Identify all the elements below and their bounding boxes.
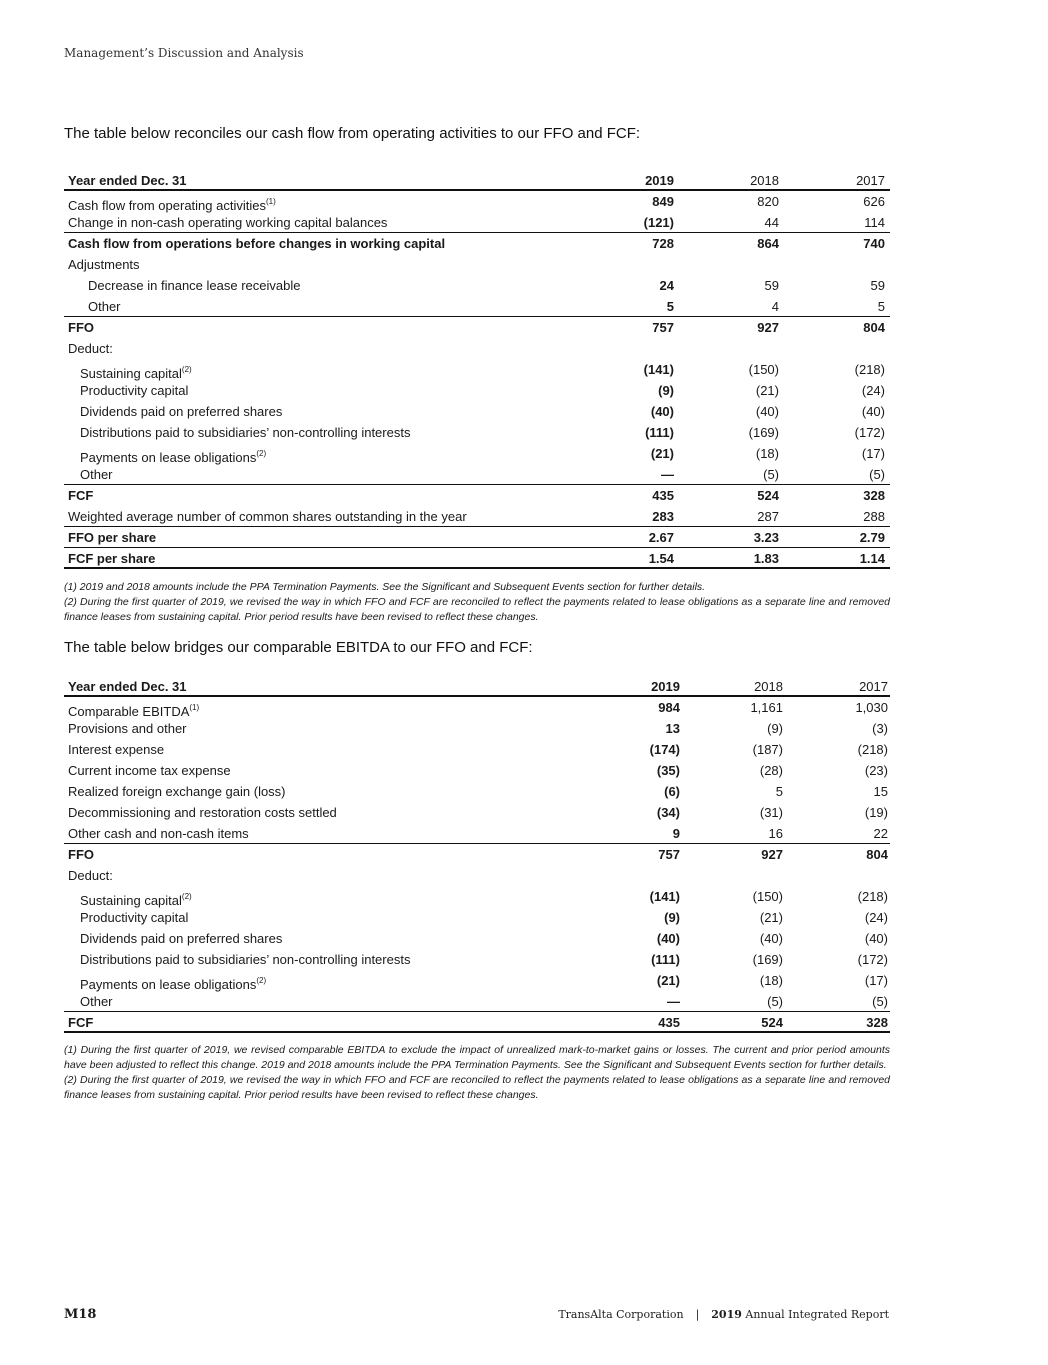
row-value-2019: (40): [650, 404, 674, 419]
row-value-2017: (172): [857, 952, 888, 967]
row-value-2018: (31): [759, 805, 783, 820]
row-label-text: FCF: [68, 1015, 94, 1030]
row-label: [80, 464, 113, 485]
row-value-2017: 288: [863, 509, 885, 524]
row-value-2018: (18): [755, 446, 779, 461]
table-row: [64, 949, 890, 970]
row-value-2018: (28): [759, 763, 783, 778]
column-header-year: 2017: [856, 173, 885, 188]
footer-report-title: [558, 1308, 889, 1321]
table-row: [64, 275, 890, 296]
row-value-2018: 864: [757, 236, 779, 251]
footnote-ref: (2): [256, 976, 267, 985]
row-label-text: Dividends paid on preferred shares: [80, 931, 283, 946]
row-value-2019: (21): [650, 446, 674, 461]
footnote-ref: (1): [189, 703, 200, 712]
column-header-year: 2018: [750, 173, 779, 188]
column-header-year: 2017: [859, 679, 888, 694]
row-value-2018: 1.83: [753, 551, 779, 566]
table-row: [64, 317, 890, 338]
table-row: [64, 443, 890, 464]
row-label-text: Deduct:: [68, 341, 113, 356]
table-row: [64, 991, 890, 1012]
row-value-2019: (111): [645, 425, 674, 440]
row-value-2017: (17): [864, 973, 888, 988]
row-label-text: FFO: [68, 847, 94, 862]
row-label-text: Current income tax expense: [68, 763, 231, 778]
row-label-text: Other: [88, 299, 121, 314]
row-label: [68, 527, 156, 548]
row-label-text: Productivity capital: [80, 910, 189, 925]
footnote-ref: (2): [181, 892, 192, 901]
row-label-text: Distributions paid to subsidiaries’ non-controlling interests: [80, 952, 411, 967]
row-label-text: Change in non-cash operating working capital balances: [68, 215, 388, 230]
row-value-2019: (21): [656, 973, 680, 988]
row-value-2019: 435: [658, 1015, 680, 1030]
row-label-text: FCF: [68, 488, 94, 503]
table-row: [64, 844, 890, 865]
table-row: [64, 527, 890, 548]
page-number: M18: [64, 1307, 97, 1322]
row-label-text: Cash flow from operations before changes in working capital: [68, 236, 446, 251]
row-value-2017: 59: [870, 278, 885, 293]
table-row: [64, 422, 890, 443]
row-label: [68, 781, 286, 802]
table-row: [64, 970, 890, 991]
table-row: [64, 191, 890, 212]
footnote-ref: (2): [181, 365, 192, 374]
row-value-2019: (6): [664, 784, 680, 799]
row-label: [80, 422, 410, 443]
row-label-text: Decommissioning and restoration costs settled: [68, 805, 337, 820]
row-value-2019: (141): [643, 362, 674, 377]
row-value-2018: (21): [755, 383, 779, 398]
row-value-2018: (150): [748, 362, 779, 377]
row-value-2017: (218): [857, 742, 888, 757]
column-header-year: 2019: [651, 679, 680, 694]
row-value-2019: 435: [652, 488, 674, 503]
table-row: [64, 718, 890, 739]
row-label: [88, 275, 300, 296]
row-value-2018: (5): [767, 994, 783, 1009]
row-value-2018: (18): [759, 973, 783, 988]
column-header-year: 2019: [645, 173, 674, 188]
row-value-2018: 5: [775, 784, 783, 799]
row-value-2017: (172): [854, 425, 885, 440]
row-label: [68, 548, 155, 569]
table2-intro: The table below bridges our comparable EBITDA to our FFO and FCF:: [64, 639, 533, 656]
row-label-text: Cash flow from operating activities: [68, 198, 266, 213]
footnote: (1) During the first quarter of 2019, we revised comparable EBITDA to exclude the impact of unrealized mark-to-market gains or losses. The current and prior period amounts have been adjusted to reflect this change. 2019 and 2018 amounts include the PPA Termination Payments. See the Significant and Subsequent Events section for further details.: [64, 1044, 890, 1071]
footer-year: 2019: [711, 1308, 742, 1321]
footer-company: TransAlta Corporation: [558, 1308, 684, 1321]
table1-footnotes: [64, 580, 890, 625]
table-row: [64, 338, 890, 359]
row-label-text: Dividends paid on preferred shares: [80, 404, 283, 419]
table-row: [64, 401, 890, 422]
row-value-2017: 22: [873, 826, 888, 841]
row-value-2019: (121): [643, 215, 674, 230]
row-label-text: Sustaining capital: [80, 366, 182, 381]
table-row: [64, 697, 890, 718]
table-row: [64, 823, 890, 844]
row-value-2017: 1.14: [859, 551, 885, 566]
table-header-row: [64, 676, 890, 697]
row-label-text: Realized foreign exchange gain (loss): [68, 784, 286, 799]
table1-intro: The table below reconciles our cash flow from operating activities to our FFO and FCF:: [64, 125, 641, 142]
row-label-text: Comparable EBITDA: [68, 704, 190, 719]
table-row: [64, 380, 890, 401]
row-value-2019: 13: [665, 721, 680, 736]
row-value-2018: (40): [759, 931, 783, 946]
ebitda-bridge-table: [64, 676, 890, 1033]
row-value-2019: —: [667, 994, 680, 1009]
row-label-text: FFO: [68, 320, 94, 335]
row-value-2017: (3): [872, 721, 888, 736]
footnote: (2) During the first quarter of 2019, we revised the way in which FFO and FCF are reconciled to reflect the payments related to lease obligations as a separate line and removed finance leases from sustaining capital. Prior period results have been revised to reflect these changes.: [64, 1074, 890, 1101]
row-value-2019: 9: [672, 826, 680, 841]
table-row: [64, 886, 890, 907]
row-label: [68, 823, 249, 844]
row-value-2018: (150): [752, 889, 783, 904]
row-value-2019: 1.54: [648, 551, 674, 566]
row-value-2018: 927: [761, 847, 783, 862]
row-value-2019: (9): [664, 910, 680, 925]
row-value-2019: (141): [649, 889, 680, 904]
row-label-text: Deduct:: [68, 868, 113, 883]
row-value-2017: 804: [866, 847, 888, 862]
row-label: [80, 928, 282, 949]
row-label-text: Distributions paid to subsidiaries’ non-controlling interests: [80, 425, 411, 440]
row-label-text: Other: [80, 994, 113, 1009]
row-label-text: FCF per share: [68, 551, 156, 566]
row-value-2017: 328: [866, 1015, 888, 1030]
footer-separator: |: [695, 1308, 700, 1321]
column-header-label: Year ended Dec. 31: [68, 173, 187, 188]
row-value-2019: 757: [652, 320, 674, 335]
row-label-text: Productivity capital: [80, 383, 189, 398]
row-value-2019: —: [661, 467, 674, 482]
row-value-2019: 984: [658, 700, 680, 715]
row-value-2019: (9): [658, 383, 674, 398]
row-value-2018: 44: [764, 215, 779, 230]
row-value-2017: 2.79: [859, 530, 885, 545]
table-row: [64, 233, 890, 254]
row-value-2017: 626: [863, 194, 885, 209]
row-value-2018: (169): [748, 425, 779, 440]
table-header-row: [64, 170, 890, 191]
row-value-2017: (40): [861, 404, 885, 419]
row-label: [88, 296, 121, 317]
footnote-ref: (2): [256, 449, 267, 458]
table-row: [64, 548, 890, 569]
row-value-2018: 820: [757, 194, 779, 209]
table-row: [64, 865, 890, 886]
row-value-2018: 524: [757, 488, 779, 503]
row-label: [68, 1012, 93, 1033]
ffo-fcf-reconciliation-table: [64, 170, 890, 569]
row-label: [68, 485, 93, 506]
row-value-2018: 1,161: [750, 700, 783, 715]
row-label: [68, 212, 387, 233]
table-row: [64, 464, 890, 485]
footnote-ref: (1): [265, 197, 276, 206]
row-label: [68, 760, 231, 781]
row-value-2017: 804: [863, 320, 885, 335]
table-row: [64, 907, 890, 928]
row-value-2018: 59: [764, 278, 779, 293]
table-row: [64, 254, 890, 275]
row-label: [68, 802, 337, 823]
table-row: [64, 212, 890, 233]
row-value-2019: (111): [651, 952, 680, 967]
row-value-2018: 524: [761, 1015, 783, 1030]
row-label: [80, 949, 410, 970]
row-value-2018: 4: [771, 299, 779, 314]
table-row: [64, 1012, 890, 1033]
row-value-2017: (218): [854, 362, 885, 377]
row-value-2017: 5: [877, 299, 885, 314]
row-value-2017: 328: [863, 488, 885, 503]
row-value-2018: (5): [763, 467, 779, 482]
table2-footnotes: [64, 1043, 890, 1103]
row-label-text: Payments on lease obligations: [80, 450, 257, 465]
row-value-2019: 849: [652, 194, 674, 209]
row-value-2018: (9): [767, 721, 783, 736]
row-value-2017: (218): [857, 889, 888, 904]
row-label: [80, 991, 113, 1012]
row-value-2019: 2.67: [648, 530, 674, 545]
row-value-2018: 287: [757, 509, 779, 524]
row-label: [80, 380, 188, 401]
row-value-2019: (35): [656, 763, 680, 778]
table-row: [64, 359, 890, 380]
row-label: [80, 907, 188, 928]
row-label: [68, 233, 445, 254]
row-value-2017: (40): [864, 931, 888, 946]
row-value-2017: 114: [864, 215, 885, 230]
row-value-2017: 15: [873, 784, 888, 799]
row-value-2018: 16: [768, 826, 783, 841]
column-header-year: 2018: [754, 679, 783, 694]
row-label: [68, 254, 140, 275]
section-header: Management’s Discussion and Analysis: [64, 46, 304, 60]
row-value-2018: (21): [759, 910, 783, 925]
row-label: [80, 401, 282, 422]
row-value-2017: (17): [861, 446, 885, 461]
footnote: (1) 2019 and 2018 amounts include the PPA Termination Payments. See the Significant and Subsequent Events section for further details.: [64, 581, 706, 593]
row-value-2018: (187): [752, 742, 783, 757]
row-label-text: FFO per share: [68, 530, 157, 545]
row-value-2017: (5): [869, 467, 885, 482]
row-value-2019: (40): [656, 931, 680, 946]
row-label-text: Interest expense: [68, 742, 165, 757]
row-label: [68, 739, 164, 760]
row-value-2017: (19): [864, 805, 888, 820]
row-label-text: Decrease in finance lease receivable: [88, 278, 301, 293]
row-value-2019: 283: [652, 509, 674, 524]
row-value-2017: (24): [861, 383, 885, 398]
row-label: [68, 317, 94, 338]
row-value-2019: 24: [659, 278, 674, 293]
row-value-2019: 5: [666, 299, 674, 314]
row-value-2019: (34): [656, 805, 680, 820]
table-row: [64, 928, 890, 949]
table-row: [64, 781, 890, 802]
row-value-2017: 740: [863, 236, 885, 251]
row-label-text: Other cash and non-cash items: [68, 826, 249, 841]
row-label-text: Adjustments: [68, 257, 140, 272]
footnote: (2) During the first quarter of 2019, we revised the way in which FFO and FCF are reconciled to reflect the payments related to lease obligations as a separate line and removed finance leases from sustaining capital. Prior period results have been revised to reflect these changes.: [64, 596, 890, 623]
row-label: [68, 718, 187, 739]
row-value-2018: 927: [757, 320, 779, 335]
table-row: [64, 802, 890, 823]
row-label: [68, 865, 113, 886]
row-label: [68, 844, 94, 865]
footer-report: Annual Integrated Report: [745, 1308, 889, 1321]
table-row: [64, 506, 890, 527]
row-value-2017: 1,030: [855, 700, 888, 715]
row-value-2018: 3.23: [753, 530, 779, 545]
row-label-text: Provisions and other: [68, 721, 187, 736]
table-row: [64, 739, 890, 760]
table-row: [64, 760, 890, 781]
row-value-2019: 757: [658, 847, 680, 862]
row-value-2019: 728: [652, 236, 674, 251]
row-value-2019: (174): [649, 742, 680, 757]
row-label-text: Weighted average number of common shares outstanding in the year: [68, 509, 467, 524]
row-label-text: Sustaining capital: [80, 893, 182, 908]
row-value-2017: (5): [872, 994, 888, 1009]
table-row: [64, 296, 890, 317]
row-value-2018: (40): [755, 404, 779, 419]
table-row: [64, 485, 890, 506]
row-value-2017: (23): [864, 763, 888, 778]
row-value-2017: (24): [864, 910, 888, 925]
row-label: [68, 338, 113, 359]
row-label-text: Other: [80, 467, 113, 482]
row-label: [68, 506, 467, 527]
row-value-2018: (169): [752, 952, 783, 967]
row-label-text: Payments on lease obligations: [80, 977, 257, 992]
column-header-label: Year ended Dec. 31: [68, 679, 187, 694]
